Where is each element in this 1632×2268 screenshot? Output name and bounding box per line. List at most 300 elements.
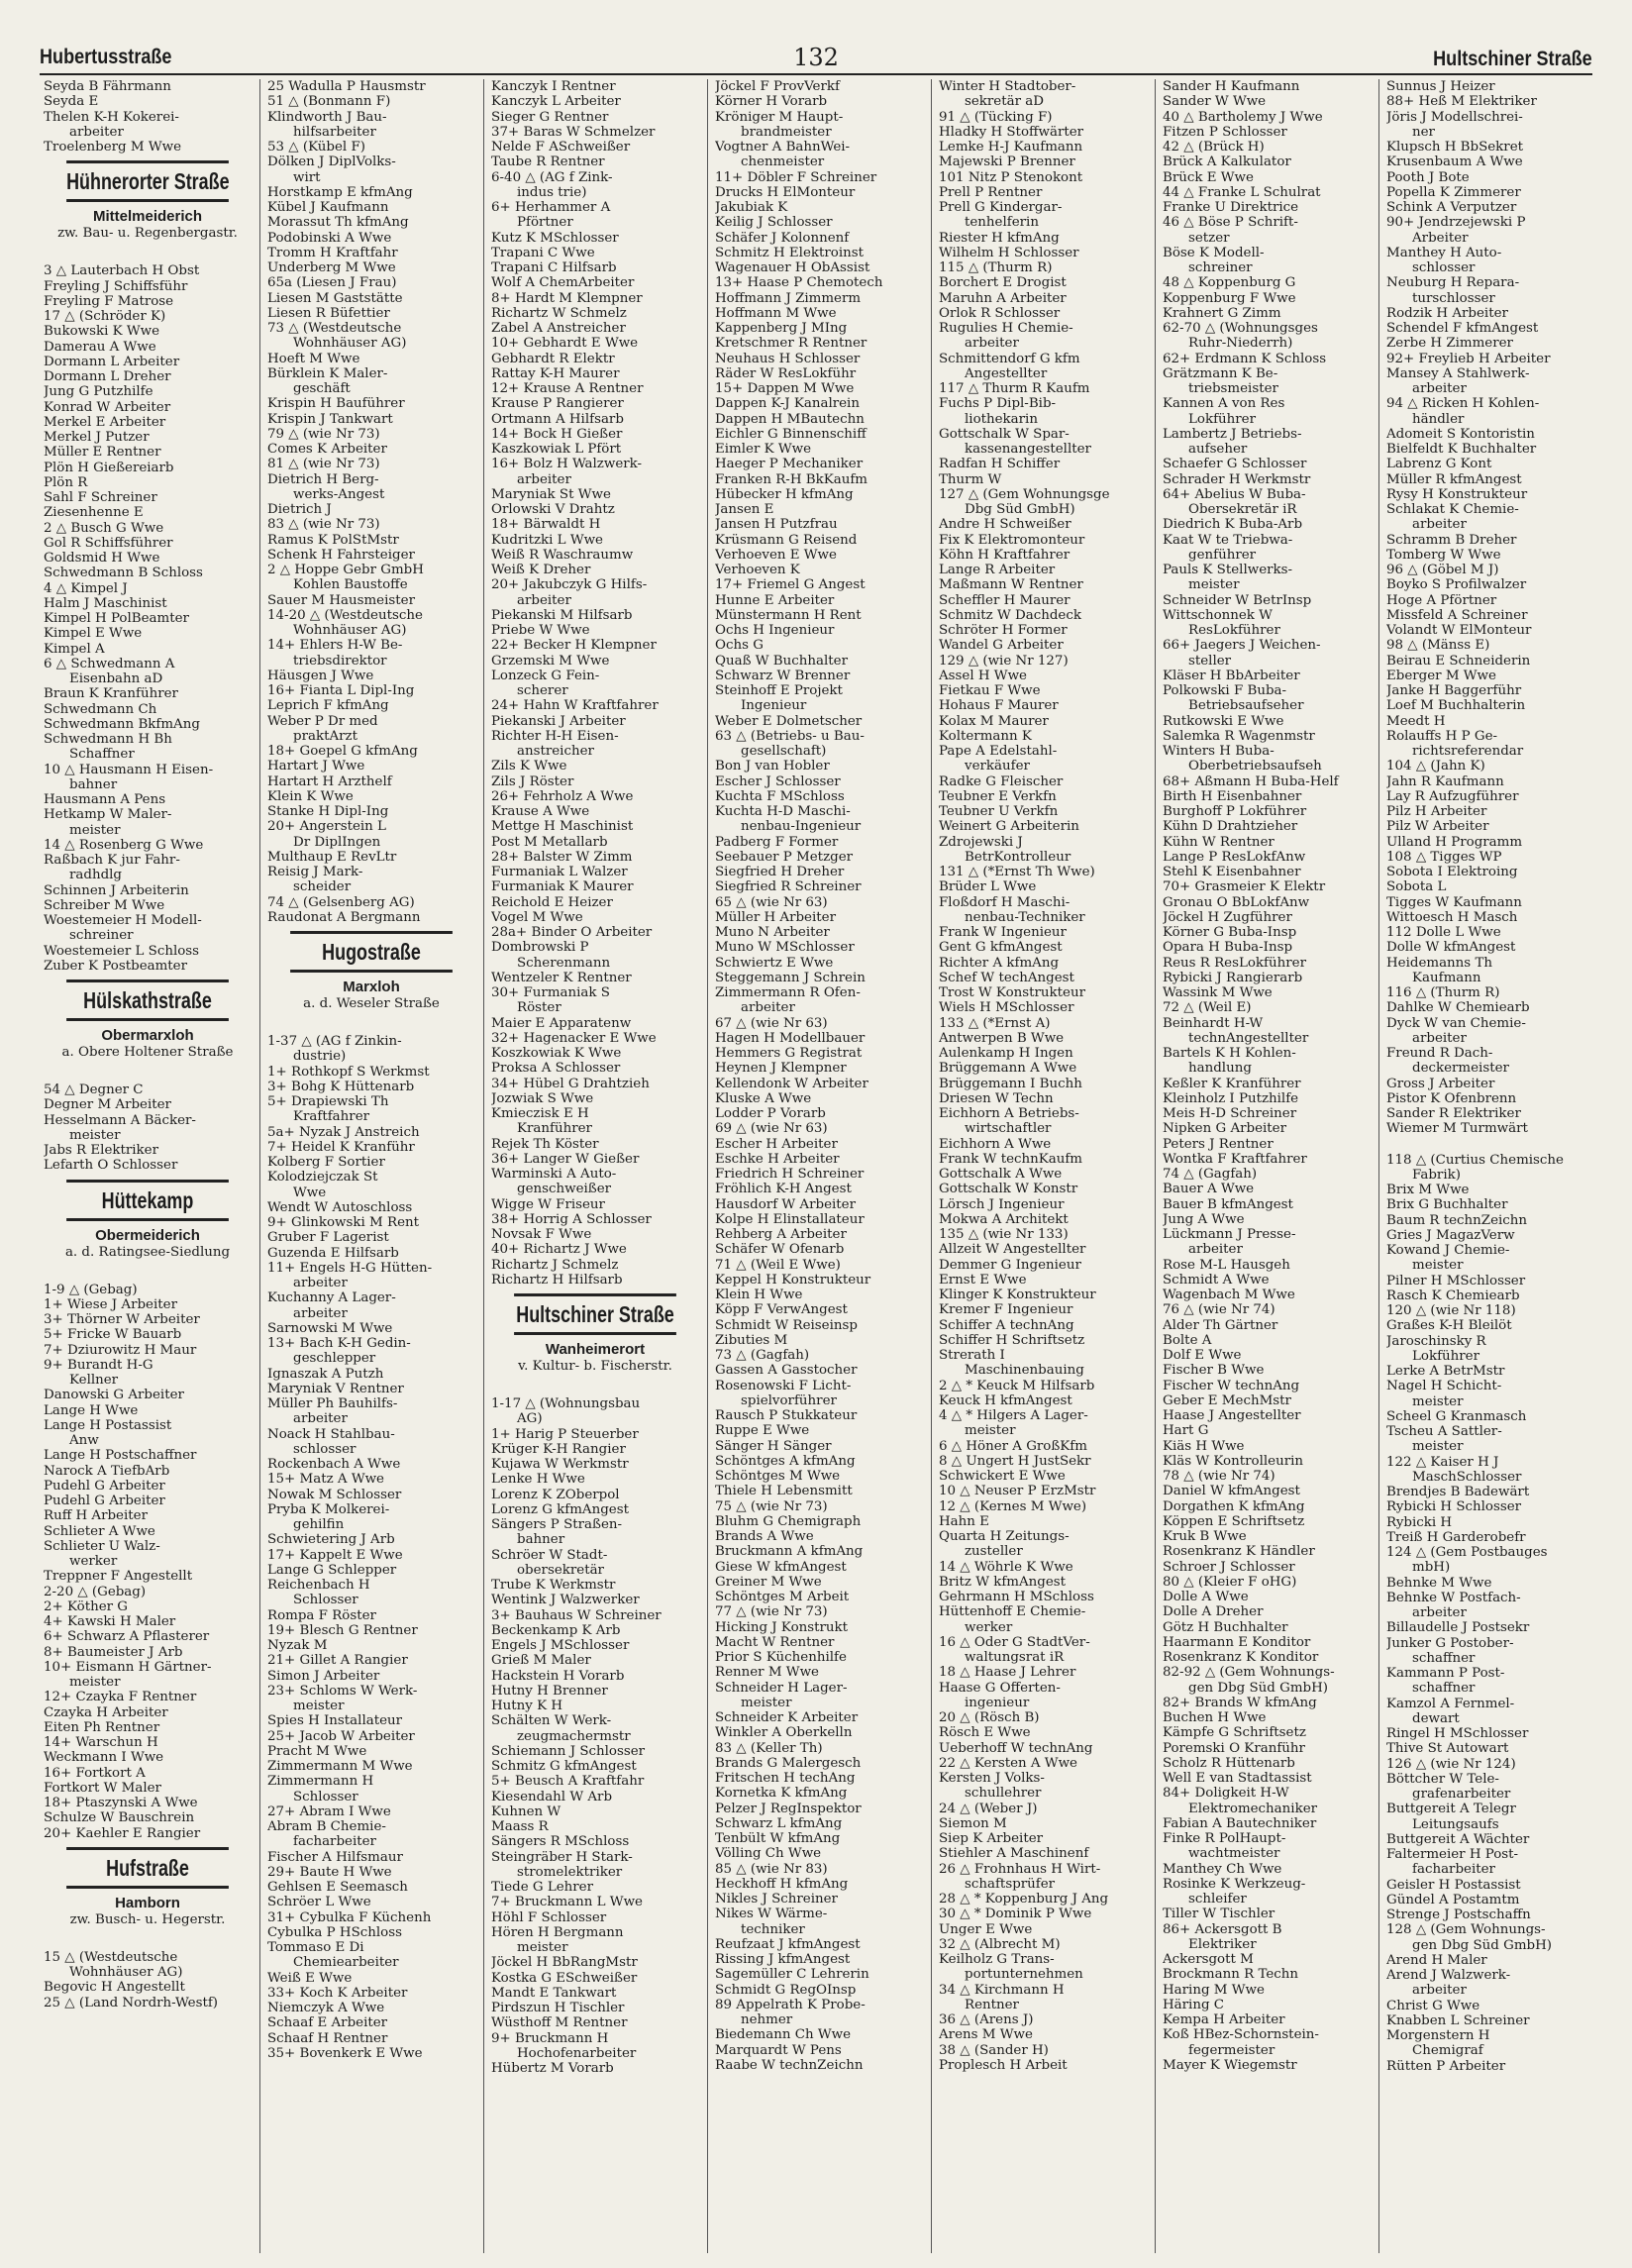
entry-continuation: fegermeister (1188, 2042, 1275, 2058)
entry-continuation: Kohlen Baustoffe (293, 577, 408, 593)
entry-continuation: gen Dbg Süd GmbH) (1412, 1937, 1553, 1953)
resident-entry: 6 △ Höner A GroßKfm (939, 1438, 1087, 1454)
entry-continuation: meister (1412, 1439, 1464, 1455)
resident-entry: Abram B Chemie- (267, 1819, 386, 1834)
resident-entry: Jabs R Elektriker (44, 1143, 158, 1158)
resident-entry: Grzemski M Wwe (491, 653, 610, 669)
resident-entry: Bauer B kfmAngest (1163, 1196, 1293, 1212)
resident-entry: Lay R Aufzugführer (1386, 788, 1519, 804)
resident-entry: Mokwa A Architekt (939, 1211, 1069, 1227)
resident-entry: Haase J Angestellter (1163, 1408, 1301, 1423)
entry-continuation: aufseher (1188, 442, 1248, 457)
resident-entry: Rissing J kfmAngest (715, 1952, 851, 1967)
resident-entry: Braun K Kranführer (44, 686, 178, 702)
entry-continuation: arbeiter (965, 336, 1019, 352)
entry-continuation: Schlosser (293, 1789, 358, 1804)
entry-continuation: Chemiearbeiter (293, 1955, 399, 1971)
resident-entry: Bauer A Wwe (1163, 1182, 1255, 1197)
resident-entry: Rose M-L Hausgeh (1163, 1257, 1290, 1273)
resident-entry: Keilig J Schlosser (715, 215, 833, 231)
street-location: a. Obere Holtener Straße (61, 1045, 234, 1060)
entry-continuation: wirtschaftler (965, 1121, 1052, 1137)
resident-entry: Sahl F Schreiner (44, 490, 157, 505)
resident-entry: Sängers R MSchloss (491, 1834, 630, 1850)
resident-entry: Teubner E Verkfn (939, 788, 1057, 804)
resident-entry: 74 △ (Gagfah) (1163, 1167, 1258, 1182)
page-header (40, 44, 1592, 75)
resident-entry: Manthey Ch Wwe (1163, 1861, 1282, 1877)
resident-entry: Nowak M Schlosser (267, 1487, 402, 1502)
resident-entry: 1+ Wiese J Arbeiter (44, 1296, 177, 1312)
resident-entry: Jöckel F ProvVerkf (715, 79, 840, 94)
resident-entry: 17 △ (Schröder K) (44, 309, 166, 324)
resident-entry: Tiede G Lehrer (491, 1880, 594, 1895)
resident-entry: Brendjes B Badewärt (1386, 1485, 1530, 1499)
resident-entry: Ramus K PolStMstr (267, 532, 399, 548)
entry-continuation: waltungsrat iR (965, 1650, 1065, 1665)
resident-entry: Bürklein K Maler- (267, 365, 388, 381)
resident-entry: Spies H Installateur (267, 1713, 403, 1729)
resident-entry: 32+ Hagenacker E Wwe (491, 1030, 657, 1046)
resident-entry: Maier E Apparatenw (491, 1015, 632, 1031)
resident-entry: Maass R (491, 1819, 549, 1834)
resident-entry: Kuchanny A Lager- (267, 1290, 396, 1306)
resident-entry: 68+ Aßmann H Buba-Helf (1163, 773, 1339, 789)
resident-entry: 10 △ Neuser P ErzMstr (939, 1484, 1096, 1499)
entry-continuation: tenhelferin (965, 215, 1039, 231)
resident-entry: Kläser H BbArbeiter (1163, 668, 1300, 683)
resident-entry: 78 △ (wie Nr 74) (1163, 1469, 1275, 1484)
resident-entry: Winkler A Oberkelln (715, 1725, 853, 1741)
resident-entry: 17+ Friemel G Angest (715, 577, 866, 593)
resident-entry: Zdrojewski J (939, 834, 1023, 850)
resident-entry: Muno N Arbeiter (715, 925, 830, 940)
resident-entry: Eschke H Arbeiter (715, 1151, 840, 1167)
resident-entry: Seyda E (44, 94, 99, 110)
resident-entry: Troelenberg M Wwe (44, 140, 181, 155)
entry-continuation: arbeiter (1412, 517, 1467, 533)
resident-entry: Räder W ResLokführ (715, 365, 857, 381)
resident-entry: Kudritzki L Wwe (491, 532, 603, 548)
resident-entry: Gruber F Lagerist (267, 1230, 389, 1246)
resident-entry: Sieger G Rentner (491, 109, 609, 125)
resident-entry: Hutny K H (491, 1699, 563, 1713)
resident-entry: Maryniak V Rentner (267, 1381, 404, 1396)
entry-continuation: Wohnhäuser AG) (293, 623, 407, 638)
resident-entry: Schöntges A kfmAng (715, 1453, 856, 1469)
resident-entry: Pilner H MSchlosser (1386, 1273, 1526, 1289)
entry-continuation: arbeiter (517, 471, 571, 487)
entry-continuation: triebsdirektor (293, 653, 387, 669)
resident-entry: Reisig J Mark- (267, 865, 363, 879)
resident-entry: Furmaniak K Maurer (491, 879, 634, 895)
resident-entry: Schälten W Werk- (491, 1713, 612, 1729)
resident-entry: Treppner F Angestellt (44, 1569, 193, 1585)
resident-entry: Brands A Wwe (715, 1529, 814, 1544)
resident-entry: 15 △ (Westdeutsche (44, 1949, 178, 1965)
column-3 (491, 79, 699, 2253)
resident-entry: Nelde F ASchweißer (491, 140, 631, 155)
entry-continuation: geschäft (293, 381, 351, 396)
resident-entry: Lambertz J Betriebs- (1163, 426, 1302, 442)
street-location: a. d. Ratingsee-Siedlung (64, 1244, 231, 1260)
entry-continuation: Lokführer (1188, 411, 1256, 427)
resident-entry: Häusgen J Wwe (267, 668, 374, 683)
resident-entry: Gottschalk W Konstr (939, 1182, 1078, 1197)
resident-entry: 23+ Schloms W Werk- (267, 1683, 418, 1699)
resident-entry: Seebauer P Metzger (715, 849, 854, 865)
entry-continuation: dewart (1412, 1710, 1460, 1726)
resident-entry: 90+ Jendrzejewski P (1386, 215, 1526, 231)
resident-entry: Britz W kfmAngest (939, 1574, 1067, 1590)
resident-entry: Escher J Schlosser (715, 773, 841, 789)
resident-entry: 16+ Fianta L Dipl-Ing (267, 683, 415, 698)
entry-continuation: handlung (1188, 1061, 1252, 1077)
resident-entry: 28 △ * Koppenburg J Ang (939, 1892, 1109, 1907)
resident-entry: Dietrich J (267, 502, 332, 517)
resident-entry: Wilhelm H Schlosser (939, 245, 1079, 260)
resident-entry: Zerbe H Zimmerer (1386, 336, 1513, 352)
entry-continuation: Schaffner (69, 747, 135, 763)
resident-entry: Wandel G Arbeiter (939, 638, 1064, 654)
resident-entry: Hören H Bergmann (491, 1924, 624, 1940)
resident-entry: Ueberhoff W technAng (939, 1740, 1093, 1756)
resident-entry: Arend H Maler (1386, 1952, 1487, 1968)
district-name: Wanheimerort (545, 1341, 646, 1358)
resident-entry: Liesen M Gaststätte (267, 290, 403, 306)
resident-entry: Comes K Arbeiter (267, 442, 387, 457)
resident-entry: Salemka R Wagenmstr (1163, 728, 1315, 744)
resident-entry: Plön H Gießereiarb (44, 460, 174, 475)
resident-entry: 104 △ (Jahn K) (1386, 759, 1485, 774)
resident-entry: 116 △ (Thurm R) (1386, 985, 1500, 1000)
resident-entry: Poremski O Kranführ (1163, 1740, 1305, 1756)
resident-entry: 89 Appelrath K Probe- (715, 1997, 866, 2012)
resident-entry: Sarnowski M Wwe (267, 1320, 393, 1336)
resident-entry: Sander R Elektriker (1386, 1106, 1521, 1121)
entry-continuation: Obersekretär iR (1188, 502, 1297, 517)
resident-entry: Zibuties M (715, 1332, 788, 1348)
resident-entry: Kimpel H PolBeamter (44, 611, 189, 626)
resident-entry: Escher H Arbeiter (715, 1136, 838, 1152)
resident-entry: Ernst E Wwe (939, 1272, 1027, 1288)
resident-entry: Stanke H Dipl-Ing (267, 804, 389, 819)
resident-entry: Wittschonnek W (1163, 607, 1273, 623)
resident-entry: Gronau O BbLokfAnw (1163, 894, 1310, 910)
resident-entry: Weckmann I Wwe (44, 1750, 164, 1766)
resident-entry: Müller E Rentner (44, 445, 161, 461)
entry-continuation: turschlosser (1412, 290, 1495, 306)
resident-entry: 12 △ (Kernes M Wwe) (939, 1498, 1087, 1514)
resident-entry: Schrader H Werkmstr (1163, 471, 1311, 487)
resident-entry: Neuhaus H Schlosser (715, 351, 861, 366)
resident-entry: 6+ Herhammer A (491, 200, 611, 215)
resident-entry: Schwarz W Brenner (715, 668, 851, 683)
resident-entry: Kimpel E Wwe (44, 626, 143, 642)
resident-entry: Morassut Th kfmAng (267, 215, 409, 231)
resident-entry: Pirdszun H Tischler (491, 2001, 625, 2015)
resident-entry: 69 △ (wie Nr 63) (715, 1121, 828, 1137)
resident-entry: 4 △ Kimpel J (44, 580, 128, 596)
resident-entry: 83 △ (Keller Th) (715, 1740, 823, 1756)
resident-entry: Schneider W BetrInsp (1163, 592, 1312, 608)
resident-entry: Buchen H Wwe (1163, 1710, 1267, 1725)
resident-entry: Lörsch J Ingenieur (939, 1196, 1065, 1212)
resident-entry: 14+ Warschun H (44, 1735, 158, 1750)
resident-entry: 9+ Glinkowski M Rent (267, 1215, 420, 1230)
resident-entry: Faltermeier H Post- (1386, 1847, 1519, 1862)
resident-entry: 38 △ (Sander H) (939, 2042, 1049, 2058)
resident-entry: Dormann L Arbeiter (44, 354, 180, 369)
resident-entry: 5+ Drapiewski Th (267, 1094, 389, 1109)
resident-entry: Ackersgott M (1163, 1952, 1254, 1967)
resident-entry: Hagen H Modellbauer (715, 1030, 866, 1046)
resident-entry: Kühn D Drahtzieher (1163, 819, 1298, 835)
spacer (491, 1381, 699, 1396)
entry-continuation: arbeiter (1412, 381, 1467, 396)
entry-continuation: genschweißer (517, 1182, 612, 1197)
resident-entry: Macht W Rentner (715, 1634, 835, 1650)
resident-entry: Beinhardt H-W (1163, 1015, 1264, 1031)
resident-entry: Graßes K-H Bleilöt (1386, 1318, 1512, 1334)
resident-entry: Teubner U Verkfn (939, 804, 1059, 819)
resident-entry: Heynen J Klempner (715, 1061, 847, 1077)
resident-entry: Taube R Rentner (491, 155, 605, 170)
entry-continuation: Rentner (965, 1997, 1019, 2012)
resident-entry: Franke U Direktrice (1163, 200, 1299, 215)
resident-entry: Lange H Postassist (44, 1417, 172, 1433)
resident-entry: Goldsmid H Wwe (44, 551, 160, 566)
resident-entry: Schöntges M Wwe (715, 1469, 841, 1484)
entry-continuation: gesellschaft) (741, 744, 827, 759)
resident-entry: 1+ Harig P Steuerber (491, 1426, 639, 1442)
column-divider (707, 79, 708, 2253)
resident-entry: Greiner M Wwe (715, 1574, 822, 1590)
resident-entry: Grätzmann K Be- (1163, 365, 1278, 381)
resident-entry: Häring C (1163, 1997, 1225, 2012)
resident-entry: Prell P Rentner (939, 184, 1043, 200)
resident-entry: 65 △ (wie Nr 63) (715, 894, 828, 910)
entry-continuation: meister (293, 1699, 345, 1713)
resident-entry: 16 △ Oder G StadtVer- (939, 1634, 1090, 1650)
resident-entry: Kamzol A Fernmel- (1386, 1696, 1515, 1711)
resident-entry: Eichhorn A Wwe (939, 1136, 1052, 1152)
resident-entry: Raudonat A Bergmann (267, 909, 421, 925)
resident-entry: 115 △ (Thurm R) (939, 260, 1053, 275)
resident-entry: Tiller W Tischler (1163, 1907, 1275, 1922)
resident-entry: Wassink M Wwe (1163, 985, 1273, 1000)
resident-entry: 5+ Fricke W Bauarb (44, 1327, 182, 1343)
resident-entry: Vogel M Wwe (491, 909, 583, 925)
resident-entry: Ochs H Ingenieur (715, 623, 835, 638)
resident-entry: Zimmermann H (267, 1774, 374, 1790)
resident-entry: Wontka F Kraftfahrer (1163, 1151, 1307, 1167)
resident-entry: Zimmermann M Wwe (267, 1759, 413, 1774)
resident-entry: 1-9 △ (Gebag) (44, 1282, 138, 1297)
resident-entry: Wüsthoff M Rentner (491, 2015, 628, 2031)
resident-entry: 20+ Jakubczyk G Hilfs- (491, 577, 648, 593)
resident-entry: Knabben L Schreiner (1386, 2012, 1530, 2028)
resident-entry: 122 △ Kaiser H J (1386, 1454, 1499, 1470)
resident-entry: 7+ Dziurowitz H Maur (44, 1342, 197, 1358)
entry-continuation: Elektromechaniker (1188, 1801, 1318, 1816)
resident-entry: Giese W kfmAngest (715, 1559, 847, 1575)
street-location: v. Kultur- b. Fischerstr. (518, 1359, 672, 1374)
entry-continuation: meister (69, 822, 121, 838)
resident-entry: 18 △ Haase J Lehrer (939, 1665, 1076, 1681)
resident-entry: Körner H Vorarb (715, 94, 828, 110)
entry-continuation: schreiner (69, 928, 134, 944)
entry-continuation: mbH) (1412, 1560, 1451, 1576)
column-5 (939, 79, 1147, 2253)
resident-entry: 82-92 △ (Gem Wohnungs- (1163, 1665, 1335, 1681)
resident-entry: Reufzaat J kfmAngest (715, 1936, 861, 1952)
resident-entry: 27+ Abram I Wwe (267, 1804, 391, 1819)
resident-entry: 24 △ (Weber J) (939, 1801, 1038, 1816)
resident-entry: Rugulies H Chemie- (939, 321, 1073, 336)
resident-entry: 14 △ Rosenberg G Wwe (44, 837, 204, 853)
resident-entry: Kämpfe G Schriftsetz (1163, 1725, 1306, 1741)
entry-continuation: hilfsarbeiter (293, 124, 376, 140)
resident-entry: Koltermann K (939, 728, 1032, 744)
resident-entry: Schreiber M Wwe (44, 897, 165, 913)
resident-entry: 14 △ Wöhrle K Wwe (939, 1559, 1073, 1575)
resident-entry: Sobota L (1386, 879, 1447, 895)
resident-entry: 13+ Bach K-H Gedin- (267, 1336, 411, 1351)
resident-entry: Demmer G Ingenieur (939, 1257, 1081, 1273)
resident-entry: Hicking J Konstrukt (715, 1619, 849, 1635)
resident-entry: Schwedmann Ch (44, 701, 157, 717)
resident-entry: Klupsch H BbSekret (1386, 140, 1523, 155)
resident-entry: 22 △ Kersten A Wwe (939, 1755, 1077, 1771)
resident-entry: Schwiertz E Wwe (715, 955, 834, 971)
resident-entry: Pracht M Wwe (267, 1743, 367, 1759)
resident-entry: Reichenbach H (267, 1578, 370, 1593)
resident-entry: Müller R kfmAngest (1386, 471, 1522, 487)
entry-continuation: arbeiter (69, 124, 124, 140)
resident-entry: Lonzeck G Fein- (491, 668, 600, 683)
column-divider (931, 79, 932, 2253)
entry-continuation: händler (1412, 411, 1465, 427)
resident-entry: 34 △ Kirchmann H (939, 1982, 1065, 1998)
resident-entry: Hohaus F Maurer (939, 698, 1059, 714)
resident-entry: Rompa F Röster (267, 1607, 376, 1623)
resident-entry: Sunnus J Heizer (1386, 79, 1495, 94)
resident-entry: 16+ Bolz H Walzwerk- (491, 457, 643, 472)
resident-entry: 54 △ Degner C (44, 1082, 144, 1097)
resident-entry: Hladky H Stoffwärter (939, 124, 1084, 140)
entry-continuation: arbeiter (517, 592, 571, 608)
resident-entry: Pape A Edelstahl- (939, 744, 1058, 759)
entry-continuation: liothekarin (965, 411, 1038, 427)
resident-entry: 70+ Grasmeier K Elektr (1163, 879, 1326, 895)
entry-continuation: werks-Angest (293, 486, 385, 502)
resident-entry: Pistor K Ofenbrenn (1386, 1090, 1517, 1106)
entry-continuation: ResLokführer (1188, 623, 1280, 638)
resident-entry: Gross J Arbeiter (1386, 1076, 1495, 1091)
district-name: Hamborn (115, 1894, 180, 1911)
resident-entry: 98 △ (Mänss E) (1386, 638, 1490, 654)
resident-entry: Gehlsen E Seemasch (267, 1880, 408, 1895)
street-location: a. d. Weseler Straße (303, 996, 440, 1011)
directory-columns (44, 79, 1594, 2253)
entry-continuation: Fabrik) (1412, 1167, 1461, 1183)
entry-continuation: nehmer (741, 2012, 793, 2027)
resident-entry: Proksa A Schlosser (491, 1061, 621, 1077)
street-heading: Hüttekamp (66, 1180, 229, 1221)
resident-entry: 6-40 △ (AG f Zink- (491, 169, 613, 185)
resident-entry: Hoffmann J Zimmerm (715, 290, 862, 306)
resident-entry: Keßler K Kranführer (1163, 1076, 1301, 1091)
resident-entry: Rösch E Wwe (939, 1725, 1031, 1741)
resident-entry: 76 △ (wie Nr 74) (1163, 1302, 1275, 1318)
resident-entry: Maryniak St Wwe (491, 486, 611, 502)
resident-entry: Wentink J Walzwerker (491, 1593, 640, 1608)
resident-entry: 94 △ Ricken H Kohlen- (1386, 396, 1540, 412)
resident-entry: Weiß K Dreher (491, 563, 591, 577)
resident-entry: Verhoeven K (715, 563, 800, 577)
resident-entry: Geisler H Postassist (1386, 1877, 1521, 1893)
resident-entry: Morgenstern H (1386, 2028, 1490, 2043)
resident-entry: Nyzak M (267, 1638, 328, 1653)
entry-continuation: bahner (69, 776, 118, 792)
resident-entry: Scholz R Hüttenarb (1163, 1755, 1295, 1771)
entry-continuation: schullehrer (965, 1786, 1042, 1802)
resident-entry: Frank W technKaufm (939, 1151, 1083, 1167)
entry-continuation: portunternehmen (965, 1967, 1083, 1983)
entry-continuation: kassenangestellter (965, 442, 1091, 457)
resident-entry: Damerau A Wwe (44, 339, 156, 355)
entry-continuation: radhdlg (69, 868, 123, 883)
resident-entry: Thive St Autowart (1386, 1741, 1509, 1757)
district-name: Obermeiderich (95, 1226, 200, 1244)
entry-continuation: arbeiter (1412, 1030, 1467, 1046)
resident-entry: Merkel E Arbeiter (44, 414, 166, 430)
street-heading: Hultschiner Straße (514, 1293, 676, 1335)
resident-entry: 4 △ * Hilgers A Lager- (939, 1408, 1088, 1423)
resident-entry: Allzeit W Angestellter (939, 1242, 1086, 1258)
resident-entry: Wendt W Autoschloss (267, 1199, 413, 1215)
resident-entry: Furmaniak L Walzer (491, 865, 628, 879)
resident-entry: Verhoeven E Wwe (715, 547, 837, 563)
resident-entry: Grieß M Maler (491, 1653, 591, 1669)
entry-continuation: schlosser (293, 1441, 357, 1457)
entry-continuation: wirt (293, 169, 321, 185)
resident-entry: Schröer L Wwe (267, 1895, 371, 1910)
resident-entry: 5a+ Nyzak J Anstreich (267, 1124, 420, 1140)
resident-entry: 7+ Bruckmann L Wwe (491, 1895, 643, 1910)
resident-entry: Reichold E Heizer (491, 894, 613, 910)
resident-entry: Thurm W (939, 471, 1002, 487)
resident-entry: Sagemüller C Lehrerin (715, 1967, 869, 1983)
resident-entry: Manthey H Auto- (1386, 245, 1502, 260)
entry-continuation: MaschSchlosser (1412, 1469, 1522, 1485)
resident-entry: 9+ Bruckmann H (491, 2030, 609, 2046)
resident-entry: Kanczyk I Rentner (491, 79, 616, 94)
resident-entry: Müller Ph Bauhilfs- (267, 1396, 398, 1411)
resident-entry: Jöris J Modellschrei- (1386, 109, 1523, 125)
resident-entry: Quarta H Zeitungs- (939, 1529, 1070, 1544)
resident-entry: Daniel W kfmAngest (1163, 1484, 1300, 1499)
header-first-street: Hubertusstraße (40, 46, 172, 68)
resident-entry: 37+ Baras W Schmelzer (491, 124, 656, 140)
entry-continuation: richtsreferendar (1412, 744, 1524, 759)
page-number: 132 (793, 44, 839, 71)
resident-entry: Wigge W Friseur (491, 1196, 605, 1212)
entry-continuation: schreiner (1188, 260, 1253, 275)
entry-continuation: werker (69, 1554, 118, 1569)
resident-entry: Schwedmann H Bh (44, 732, 172, 747)
